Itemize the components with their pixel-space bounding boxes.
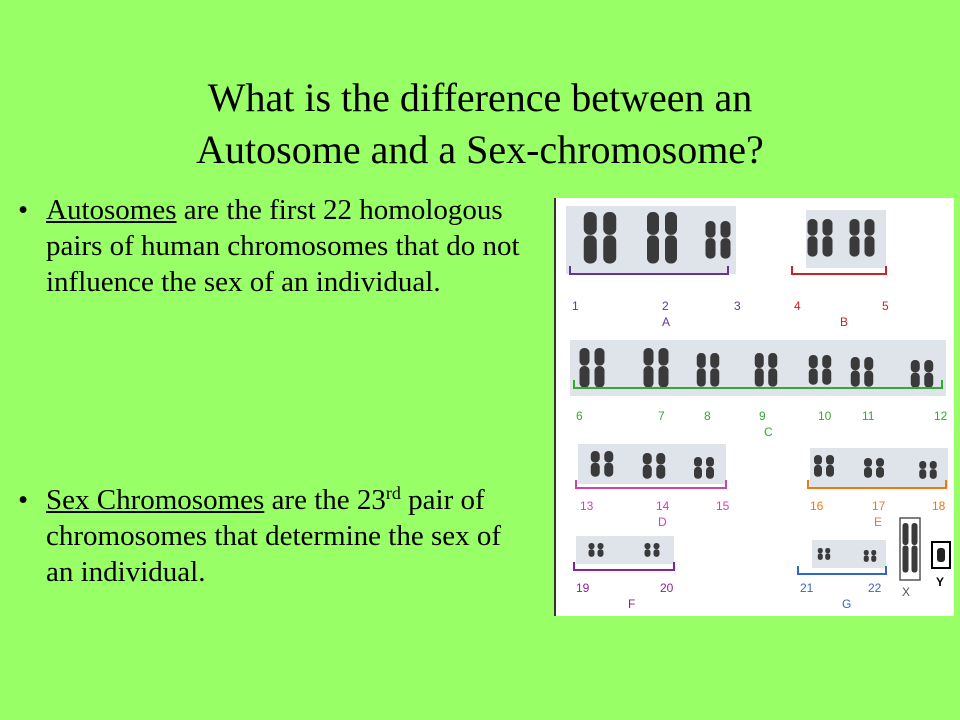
chromatid: [589, 543, 595, 549]
chromatid: [659, 348, 669, 366]
group-letter: E: [874, 515, 883, 529]
chromosome: [865, 219, 875, 257]
chromosome: [903, 523, 909, 573]
chromatid: [656, 465, 665, 479]
chromatid: [871, 555, 876, 561]
sex-chromosomes-definition-b: pair of chromosomes that determine the sex of an individual.: [46, 484, 502, 588]
chromatid: [598, 549, 604, 557]
chromatid: [924, 373, 933, 388]
group-letter: C: [764, 425, 773, 439]
chromosome-number: 19: [576, 581, 590, 595]
chromatid: [864, 458, 872, 467]
chromosome-number: 5: [882, 299, 889, 313]
chromatid: [697, 353, 706, 368]
term-autosomes: Autosomes: [46, 194, 177, 226]
chromatid: [665, 212, 677, 235]
chromosome: [595, 348, 605, 388]
chromatid: [604, 463, 613, 477]
chromatid: [864, 357, 873, 370]
chromosome-number: 1: [572, 299, 579, 313]
chromatid: [694, 467, 702, 479]
chromosome: [591, 451, 600, 477]
chromatid: [809, 355, 818, 368]
chromatid: [822, 369, 831, 385]
slide-title: [70, 72, 890, 176]
chromatid: [706, 221, 716, 238]
chromatid: [598, 543, 604, 549]
chromatid: [930, 469, 937, 479]
chromosome: [694, 457, 702, 479]
chromatid: [706, 238, 716, 259]
chromatid: [706, 457, 714, 467]
chromosome-number: 16: [810, 499, 824, 513]
chromosome: [851, 357, 860, 387]
chromatid: [656, 453, 665, 464]
chromatid: [903, 523, 909, 545]
chromatid: [584, 235, 597, 263]
chromatid: [645, 549, 651, 557]
chromatid: [643, 465, 652, 479]
chromosome-number: 2: [662, 299, 669, 313]
chromosome: [768, 353, 777, 387]
chromatid: [659, 366, 669, 388]
group-letter: A: [662, 315, 671, 329]
chromatid: [706, 467, 714, 479]
karyotype-image: [554, 198, 954, 616]
chromatid: [823, 219, 833, 236]
chromatid: [721, 221, 731, 238]
chromosome: [822, 355, 831, 385]
chromosome: [656, 453, 665, 479]
chromosome-number: 3: [734, 299, 741, 313]
chromatid: [665, 235, 677, 263]
chromosome: [697, 353, 706, 387]
chromatid: [864, 555, 869, 561]
karyotype-figure: [556, 198, 954, 616]
chromatid: [871, 550, 876, 555]
chromatid: [912, 523, 918, 545]
chromatid: [710, 353, 719, 368]
group-letter: F: [628, 597, 636, 611]
chromosome-number: 17: [872, 499, 886, 513]
chromosome: [603, 212, 616, 263]
chromatid: [591, 463, 600, 477]
chromatid: [912, 546, 918, 573]
chromatid: [654, 543, 660, 549]
chromosome: [604, 451, 613, 477]
chromatid: [865, 219, 875, 236]
chromosome: [710, 353, 719, 387]
chromatid: [876, 467, 884, 478]
chromatid: [864, 550, 869, 555]
chromatid: [647, 235, 659, 263]
chromosome-number: 9: [759, 409, 766, 423]
sex-label-y: Y: [936, 575, 945, 589]
title-line-2: Autosome and a Sex-chromosome?: [196, 127, 764, 172]
chromatid: [903, 546, 909, 573]
chromatid: [755, 368, 764, 386]
chromatid: [919, 461, 926, 469]
bullet-text: [46, 482, 523, 590]
chromatid: [603, 212, 616, 235]
chromosome: [912, 523, 918, 573]
group-letter: D: [658, 515, 667, 529]
ordinal-superscript: rd: [385, 483, 401, 503]
chromatid: [864, 467, 872, 478]
chromatid: [826, 465, 834, 477]
chromosome-number: 12: [934, 409, 948, 423]
chromatid: [924, 360, 933, 372]
chromatid: [584, 212, 597, 235]
chromosome: [808, 219, 818, 257]
chromatid: [710, 368, 719, 386]
chromosome: [823, 219, 833, 257]
chromatid: [721, 238, 731, 259]
chromatid: [911, 373, 920, 388]
chromatid: [864, 371, 873, 387]
chromosome: [864, 357, 873, 387]
chromosome-number: 22: [868, 581, 882, 595]
chromosome-number: 20: [660, 581, 674, 595]
chromatid: [919, 469, 926, 479]
chromosome: [911, 360, 920, 388]
chromatid: [825, 553, 830, 559]
chromatid: [814, 455, 822, 465]
chromatid: [851, 371, 860, 387]
chromatid: [768, 353, 777, 368]
chromatid: [589, 549, 595, 557]
chromosome-number: 15: [716, 499, 730, 513]
sex-label-x: X: [902, 585, 911, 599]
group-letter: B: [840, 315, 849, 329]
chromosome-number: 8: [704, 409, 711, 423]
title-line-1: What is the difference between an: [207, 75, 753, 120]
chromosome-number: 7: [658, 409, 665, 423]
chromosome-number: 10: [818, 409, 832, 423]
chromatid: [643, 453, 652, 464]
karyotype-panel: [578, 444, 726, 484]
chromatid: [876, 458, 884, 467]
chromatid: [822, 355, 831, 368]
chromatid: [818, 553, 823, 559]
chromatid: [595, 366, 605, 388]
chromosome: [580, 348, 590, 388]
chromatid: [604, 451, 613, 462]
term-sex-chromosomes: Sex Chromosomes: [46, 484, 265, 516]
chromatid: [645, 543, 651, 549]
chromatid: [595, 348, 605, 366]
chromosome: [665, 212, 677, 263]
chromosome: [643, 453, 652, 479]
sex-chromosomes-definition-a: are the 23: [264, 484, 386, 516]
bullet-text: [46, 192, 523, 300]
chromosome: [659, 348, 669, 388]
chromatid: [591, 451, 600, 462]
chromosome: [584, 212, 597, 263]
chromatid: [911, 360, 920, 372]
chromosome-number: 14: [656, 499, 670, 513]
chromatid: [647, 212, 659, 235]
chromosome-number: 11: [862, 409, 875, 423]
chromatid: [814, 465, 822, 477]
chromosome: [647, 212, 659, 263]
chromosome-number: 4: [794, 299, 801, 313]
chromatid: [850, 219, 860, 236]
chromatid: [808, 219, 818, 236]
chromosome: [721, 221, 731, 259]
chromatid: [851, 357, 860, 370]
y-chromosome: [937, 548, 945, 562]
chromatid: [930, 461, 937, 469]
chromosome: [809, 355, 818, 385]
chromatid: [694, 457, 702, 467]
autosomes-definition: are the first 22 homologous pairs of human chromosomes that do not influence the sex of an individual.: [46, 194, 520, 298]
chromatid: [603, 235, 616, 263]
chromatid: [823, 236, 833, 257]
chromatid: [768, 368, 777, 386]
chromosome-number: 18: [932, 499, 946, 513]
group-letter: G: [842, 597, 852, 611]
chromatid: [697, 368, 706, 386]
chromatid: [826, 455, 834, 465]
chromatid: [644, 366, 654, 388]
chromatid: [808, 236, 818, 257]
chromosome: [644, 348, 654, 388]
chromatid: [818, 548, 823, 553]
chromatid: [825, 548, 830, 553]
bullet-dot: •: [18, 194, 29, 226]
chromosome: [706, 457, 714, 479]
chromosome-number: 21: [800, 581, 814, 595]
chromosome-number: 6: [576, 409, 583, 423]
chromatid: [580, 366, 590, 388]
chromatid: [654, 549, 660, 557]
chromosome: [755, 353, 764, 387]
chromatid: [865, 236, 875, 257]
bullet-dot: •: [18, 484, 29, 516]
chromosome: [850, 219, 860, 257]
chromosome: [924, 360, 933, 388]
chromatid: [755, 353, 764, 368]
chromatid: [850, 236, 860, 257]
chromosome: [826, 455, 834, 477]
chromosome: [814, 455, 822, 477]
chromosome: [706, 221, 716, 259]
chromatid: [809, 369, 818, 385]
chromatid: [644, 348, 654, 366]
chromosome-number: 13: [580, 499, 594, 513]
chromatid: [580, 348, 590, 366]
